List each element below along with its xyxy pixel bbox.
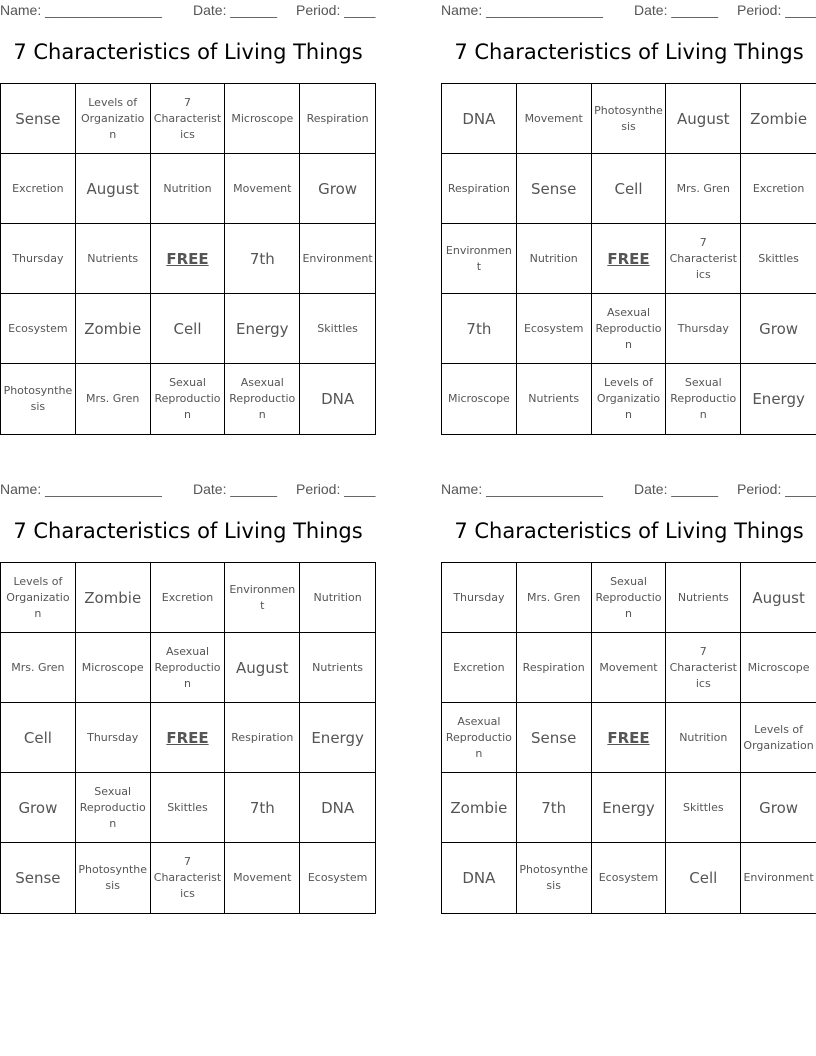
free-space[interactable]: FREE (592, 224, 667, 294)
bingo-cell[interactable]: Cell (151, 294, 226, 364)
bingo-cell[interactable]: Nutrients (517, 364, 592, 434)
bingo-cell[interactable]: DNA (442, 843, 517, 913)
bingo-cell[interactable]: Movement (517, 84, 592, 154)
bingo-cell[interactable]: Skittles (151, 773, 226, 843)
bingo-cell[interactable]: Cell (666, 843, 741, 913)
date-field[interactable]: Date: ______ (193, 481, 278, 497)
bingo-cell[interactable]: Environment (442, 224, 517, 294)
bingo-cell[interactable]: 7th (225, 224, 300, 294)
bingo-cell[interactable]: Microscope (442, 364, 517, 434)
bingo-cell[interactable]: Sexual Reproduction (666, 364, 741, 434)
bingo-cell[interactable]: Excretion (1, 154, 76, 224)
bingo-cell[interactable]: Ecosystem (592, 843, 667, 913)
bingo-cell[interactable]: Respiration (225, 703, 300, 773)
bingo-cell[interactable]: Energy (225, 294, 300, 364)
period-field[interactable]: Period: ____ (737, 481, 816, 497)
bingo-cell[interactable]: Sense (517, 703, 592, 773)
bingo-cell[interactable]: Nutrition (300, 563, 375, 633)
bingo-cell[interactable]: Skittles (741, 224, 816, 294)
bingo-cell[interactable]: 7 Characteristics (666, 224, 741, 294)
bingo-cell[interactable]: Nutrients (666, 563, 741, 633)
bingo-cell[interactable]: August (76, 154, 151, 224)
date-field[interactable]: Date: ______ (193, 2, 278, 18)
bingo-cell[interactable]: Nutrients (300, 633, 375, 703)
bingo-cell[interactable]: Mrs. Gren (76, 364, 151, 434)
card-title: 7 Characteristics of Living Things (13, 519, 363, 543)
bingo-cell[interactable]: Levels of Organization (76, 84, 151, 154)
bingo-cell[interactable]: Respiration (517, 633, 592, 703)
bingo-grid (0, 562, 376, 914)
bingo-cell[interactable]: Nutrition (517, 224, 592, 294)
date-field[interactable]: Date: ______ (634, 2, 719, 18)
bingo-cell[interactable]: Mrs. Gren (517, 563, 592, 633)
bingo-cell[interactable]: Thursday (442, 563, 517, 633)
bingo-cell[interactable]: Photosynthesis (517, 843, 592, 913)
free-space[interactable]: FREE (592, 703, 667, 773)
bingo-cell[interactable]: Nutrients (76, 224, 151, 294)
bingo-cell[interactable]: Grow (1, 773, 76, 843)
bingo-cell[interactable]: Zombie (442, 773, 517, 843)
bingo-cell[interactable]: Asexual Reproduction (442, 703, 517, 773)
bingo-cell[interactable]: Microscope (225, 84, 300, 154)
bingo-cell[interactable]: Photosynthesis (592, 84, 667, 154)
bingo-cell[interactable]: Energy (300, 703, 375, 773)
bingo-cell[interactable]: Movement (592, 633, 667, 703)
bingo-grid (441, 83, 816, 435)
period-field[interactable]: Period: ____ (737, 2, 816, 18)
bingo-card (0, 479, 376, 913)
bingo-cell[interactable]: Thursday (666, 294, 741, 364)
bingo-cell[interactable]: Zombie (76, 563, 151, 633)
bingo-cell[interactable]: DNA (321, 390, 355, 408)
bingo-cell[interactable]: 7 Characteristics (151, 84, 226, 154)
bingo-cell[interactable]: Energy (592, 773, 667, 843)
bingo-cell[interactable]: Thursday (76, 703, 151, 773)
bingo-cell[interactable]: Ecosystem (307, 871, 368, 884)
bingo-cell[interactable]: Respiration (442, 154, 517, 224)
bingo-cell[interactable]: Sexual Reproduction (76, 773, 151, 843)
bingo-cell[interactable]: Cell (592, 154, 667, 224)
bingo-cell[interactable]: Energy (752, 390, 805, 408)
bingo-cell[interactable]: 7 Characteristics (666, 633, 741, 703)
student-info-line (441, 481, 816, 499)
bingo-cell[interactable]: 7th (225, 773, 300, 843)
bingo-cell[interactable]: Microscope (741, 633, 816, 703)
bingo-cell[interactable]: Sense (1, 84, 76, 154)
free-space[interactable]: FREE (151, 703, 226, 773)
bingo-cell[interactable]: Sexual Reproduction (151, 364, 226, 434)
bingo-cell[interactable]: Environment (300, 224, 375, 294)
bingo-cell[interactable]: Environment (225, 563, 300, 633)
bingo-cell[interactable]: Excretion (442, 633, 517, 703)
name-field[interactable]: Name: _______________ (441, 481, 603, 497)
bingo-cell[interactable]: Sense (1, 843, 76, 913)
bingo-cell[interactable]: 7 Characteristics (151, 843, 226, 913)
bingo-cell[interactable]: Excretion (151, 563, 226, 633)
student-info-line (0, 481, 376, 499)
bingo-grid (441, 562, 816, 914)
card-title: 7 Characteristics of Living Things (454, 519, 804, 543)
period-field[interactable]: Period: ____ (296, 481, 376, 497)
bingo-cell[interactable]: Sexual Reproduction (592, 563, 667, 633)
bingo-cell[interactable]: August (741, 563, 816, 633)
bingo-cell[interactable]: Ecosystem (517, 294, 592, 364)
bingo-cell[interactable]: Respiration (300, 84, 375, 154)
bingo-cell[interactable]: Levels of Organization (1, 563, 76, 633)
bingo-cell[interactable]: August (666, 84, 741, 154)
bingo-cell[interactable]: Asexual Reproduction (151, 633, 226, 703)
bingo-cell[interactable]: Microscope (76, 633, 151, 703)
bingo-cell[interactable]: DNA (300, 773, 375, 843)
bingo-card (441, 479, 816, 913)
bingo-cell[interactable]: Movement (225, 843, 300, 913)
bingo-cell[interactable]: Environment (743, 871, 814, 884)
bingo-cell[interactable]: Zombie (76, 294, 151, 364)
bingo-cell[interactable]: 7th (442, 294, 517, 364)
bingo-cell[interactable]: Skittles (666, 773, 741, 843)
bingo-cell[interactable]: Zombie (741, 84, 816, 154)
bingo-cell[interactable]: Mrs. Gren (1, 633, 76, 703)
bingo-grid (0, 83, 376, 435)
bingo-cell[interactable]: DNA (442, 84, 517, 154)
bingo-cell[interactable]: Nutrition (666, 703, 741, 773)
bingo-cell[interactable]: Nutrition (151, 154, 226, 224)
name-field[interactable]: Name: _______________ (441, 2, 603, 18)
bingo-cell[interactable]: Asexual Reproduction (225, 364, 300, 434)
student-info-line (0, 2, 376, 20)
bingo-cell[interactable]: Movement (225, 154, 300, 224)
bingo-cell[interactable]: Grow (300, 154, 375, 224)
name-field[interactable]: Name: _______________ (0, 2, 162, 18)
bingo-cell[interactable]: Levels of Organization (741, 703, 816, 773)
student-info-line (441, 2, 816, 20)
bingo-cell[interactable]: Photosynthesis (76, 843, 151, 913)
date-field[interactable]: Date: ______ (634, 481, 719, 497)
name-field[interactable]: Name: _______________ (0, 481, 162, 497)
free-space[interactable]: FREE (151, 224, 226, 294)
bingo-cell[interactable]: Grow (741, 294, 816, 364)
bingo-cell[interactable]: Grow (741, 773, 816, 843)
bingo-card (441, 0, 816, 434)
bingo-cell[interactable]: Asexual Reproduction (592, 294, 667, 364)
bingo-card (0, 0, 376, 434)
bingo-cell[interactable]: Sense (517, 154, 592, 224)
card-title: 7 Characteristics of Living Things (454, 40, 804, 64)
bingo-cell[interactable]: 7th (517, 773, 592, 843)
bingo-cell[interactable]: Skittles (300, 294, 375, 364)
card-title: 7 Characteristics of Living Things (13, 40, 363, 64)
bingo-cell[interactable]: Mrs. Gren (666, 154, 741, 224)
bingo-cell[interactable]: Ecosystem (1, 294, 76, 364)
bingo-cell[interactable]: Cell (1, 703, 76, 773)
bingo-cell[interactable]: Excretion (741, 154, 816, 224)
bingo-cell[interactable]: Photosynthesis (1, 364, 76, 434)
period-field[interactable]: Period: ____ (296, 2, 376, 18)
bingo-cell[interactable]: Thursday (1, 224, 76, 294)
bingo-cell[interactable]: Levels of Organization (592, 364, 667, 434)
bingo-cell[interactable]: August (225, 633, 300, 703)
